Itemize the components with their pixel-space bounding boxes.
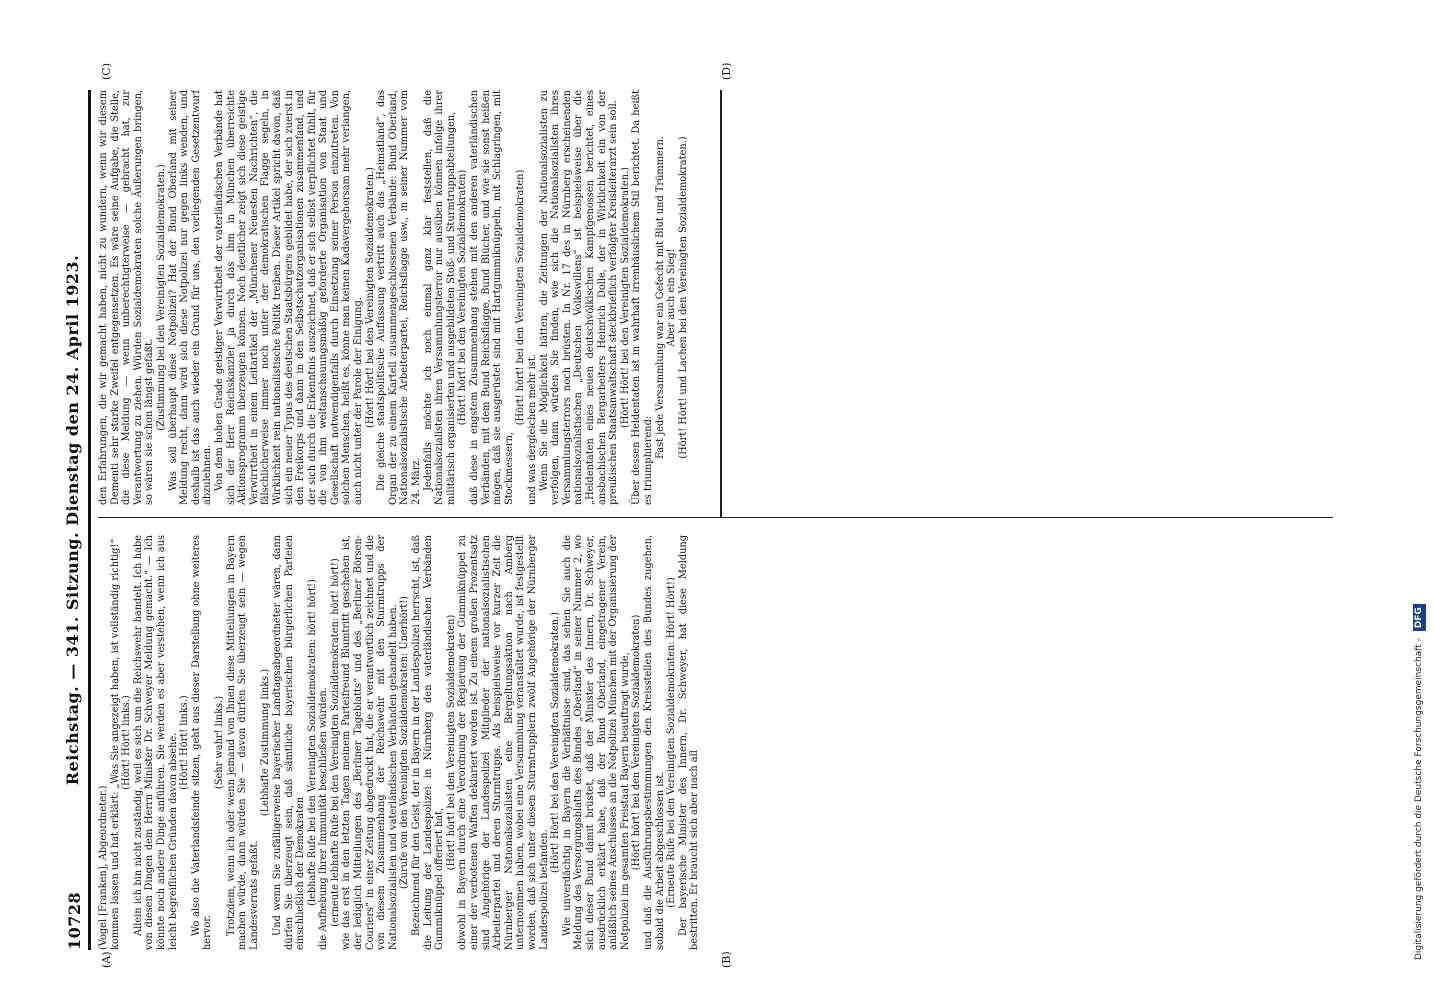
paragraph: Wenn Sie die Möglichkeit hätten, die Zeitungen der Nationalsozialisten zu verfolgen, dann würden Sie finden, wie sich die Nationalsozialisten ihres Versammlungsterrors noch brüsten. In Nr. 17 des in Nürnberg erscheinenden nationalsozialistischen „Deutschen Volkswillens“ ist beispielsweise über die „Heldentaten eines neuen deutschvölkischen Kampfgenossen berichtet, eines ansbachischen Bergarbeiters Heinrich Dolle, der in Wirklichkeit ein von der preußischen Staatsanwaltschaft steckbrieflich verfolgter Kreisleiterarzt sein soll. (538, 90, 620, 505)
paragraph: Jedenfalls möchte ich noch einmal ganz klar feststellen, daß die Nationalsozialisten ihren Versammlungsterror nur ausüben können infolge ihrer militärisch organisierten und ausgebildeten Stoß- und Sturmtruppabteilungen, (422, 90, 457, 505)
left-text-column (98, 535, 1333, 950)
right-text-column (98, 90, 1333, 505)
paragraph: Trotzdem, wenn ich oder wenn jemand von Ihnen diese Mitteilungen in Bayern machen würde, dann würden Sie — davon dürfen Sie überzeugt sein — wegen Landesverrats gefaßt. (225, 535, 260, 950)
margin-marker-d: (D) (720, 62, 733, 80)
page-header (58, 90, 84, 950)
paragraph: Was soll überhaupt diese Notpolizei? Hat der Bund Oberland mit seiner Meldung recht, dann wird sich diese Notpolizei nur gegen links wenden, und deshalb ist das auch wieder ein Grund für uns, den vorliegenden Gesetzentwurf abzulehnen. (167, 90, 214, 505)
interjection: (Zurufe von den Vereinigten Sozialdemokraten: Unerhört!) (399, 596, 411, 889)
paragraph: Der bayerische Minister des Innern, Dr. Schweyer, hat diese Meldung bestritten. Er braucht sich aber nach all (677, 535, 701, 950)
interjection: (erneute lebhafte Rufe bei den Vereinigten Sozialdemokraten: hört! hört!) (329, 558, 341, 927)
interjection: (Hört! Hört! bei den Vereinigten Sozialdemokraten.) (550, 612, 562, 873)
paragraph: kommen lassen und hat erklärt: „Was Sie angezeigt haben, ist vollständig richtig!“ (109, 538, 121, 950)
page-title: Reichstag. — 341. Sitzung. Dienstag den 24. April 1923. (63, 254, 82, 786)
paragraph: Die gleiche staatspolitische Auffassung vertritt auch das „Heimatland“, das Organ der zu einem Kartell zusammengeschlossenen Verbände: Bund Oberland, Nationalsozialistische Arbeiterpartei, Reichsflagge usw., in seiner Nummer vom 24. März. (376, 90, 423, 505)
interjection: (Hört! Hört! und Lachen bei den Vereinigten Sozialdemokraten.) (677, 136, 689, 459)
paragraph: wie das erst in den letzten Tagen meinem Parteifreund Blumtritt geschehen ist, der lediglich Mitteilungen des „Berliner Tageblatts“ und des „Berliner Börsen-Couriers“ in einer Zeitung abgedruckt hat, die er verantwortlich zeichnet und die von diesem Zusammenhang der Reichswehr mit den Sturmtrupps der Nationalsozialisten und vaterländischen Verbänden gehandelt haben. (341, 535, 399, 950)
interjection: (Hört! hört! bei den Vereinigten Sozialdemokraten) (457, 169, 469, 426)
paragraph: den Erfahrungen, die wir gemacht haben, nicht zu wundern, wenn wir diesem Dementi sehr starke Zweifel entgegensetzen. Es wäre seine Aufgabe, die Stelle, die diese Meldung — wenn unberechtigterweise — gebracht hat, zur Verantwortung zu ziehen. Würden Sozialdemokraten solche Äußerungen bringen, so wären sie schon längst gefaßt. (98, 90, 156, 505)
margin-marker-b: (B) (720, 951, 733, 968)
interjection: (Hört! Hört! bei den Vereinigten Sozialdemokraten.) (619, 167, 631, 428)
paragraph: obwohl in Bayern durch eine Verordnung der Regierung der Gummiknüppel zu einer der verbotenen Waffen deklariert worden ist. Zu einem großen Prozentsatz sind Angehörige der Landespolizei Mitglieder der nationalsozialistischen Arbeiterpartei und deren Sturmtrupps. Als beispielsweise vor kurzer Zeit die Nürnberger Nationalsozialisten eine Bergeltungsaktion nach Amberg unternommen haben, wobei eine Versammlung veranstaltet wurde, ist festgestellt worden, daß sich unter diesen Sturmtrupplern zwölf Angehörige der Nürnberger Landespolizei befanden. (457, 535, 550, 950)
margin-marker-c: (C) (100, 63, 113, 80)
margin-marker-a: (A) (100, 951, 113, 968)
paragraph: Und wenn Sie zufälligerweise bayerischer Landtagsabgeordneter wären, dann dürfen Sie überzeugt sein, daß sämtliche bayerischen bürgerlichen Parteien einschließlich der Demokraten (271, 535, 307, 950)
interjection: (lebhafte Rufe bei den Vereinigten Sozialdemokraten: hört! hört!) (306, 579, 318, 906)
credit-text: Digitalisierung gefördert durch die Deutsche Forschungsgemeinschaft - (1414, 638, 1424, 960)
interjection: (Hört! Hört! links.) (179, 695, 191, 790)
interjection: (Erneute Rufe bei den Vereinigten Sozialdemokraten: Hört! Hört!) (666, 577, 678, 908)
paragraph: und daß die Ausführungsbestimmungen den Kreisstellen des Bundes zugehen, sobald die Arbeit abgeschlossen ist. (642, 535, 666, 950)
paragraph: Wie unverdächtig in Bayern die Verhältnisse sind, das sehen Sie auch die Meldung des Versorgungsblatts des Bundes „Oberland“ in seiner Nummer 2, wo sich dieser Bund damit brüstet, daß der Minister des Innern, Dr. Schweyer, ausdrücklich erklärt habe, daß der Bund Oberland, eingetragener Verein, anläßlich seines Anschlusses an die Notpolizei München mit der Organisierung der Notpolizei im gesamten Freistaat Bayern beauftragt wurde, (561, 535, 631, 950)
header-rule (88, 90, 91, 950)
quotation: Aber auch ein Sieg! (666, 248, 678, 347)
paragraph: Von dem hohen Grade geistiger Verwirrtheit der vaterländischen Verbände hat sich der Herr Reichskanzler ja durch das ihm in München überreichte Aktionsprogramm überzeugen können. Noch deutlicher zeigt sich diese geistige Verwirrtheit in einem Leitartikel der „Münchener Neuesten Nachrichten“, die fälschlicherweise immer noch unter der demokratischen Flagge segeln, in Wirklichkeit rein nationalistische Politik treiben. Dieser Artikel spricht davon, daß sich ein neuer Typus des deutschen Staatsbürgers gebildet habe, der sich zuerst in den Freikorps und dann in den Selbstschutzorganisationen zusammenfand, und der sich durch die Erkenntnis auszeichnet, daß er sich selbst verpflichtet fühlt, für die von ihm weltanschauungsmäßig geforderte Organisation von Staat und Gesellschaft notwendigenfalls durch Einsetzung seiner Person einzutreten. Von solchen Menschen, heißt es, könne man keinen Kadavergehorsam mehr verlangen, auch nicht unter der Parole der Einigung. (213, 90, 365, 505)
paragraph: Über dessen Heldentaten ist in wahrhaft irrenhäuslichem Stil berichtet. Da heißt es triumphierend: (631, 90, 654, 505)
dfg-logo: DFG (1413, 604, 1426, 631)
paragraph: Wo also die Vaterlandsfeinde sitzen, geht aus dieser Darstellung ohne weiteres hervor. (190, 535, 214, 950)
interjection: (Hört! hört! bei den Vereinigten Sozialdemokraten) (631, 614, 643, 871)
paragraph: daß diese in engstem Zusammenhang stehen mit den anderen vaterländischen Verbänden, mit dem Bund Reichsflagge, Bund Blücher, und wie sie sonst heißen mögen, daß sie ausgerüstet sind mit Hartgummiknüppeln, mit Schlagringen, mit Stockmessern, (469, 90, 515, 505)
interjection: (Hört! hört! bei den Vereinigten Sozialdemokraten) (445, 614, 457, 871)
interjection: (Zustimmung bei den Vereinigten Sozialdemokraten.) (155, 164, 167, 431)
interjection: (Hört! Hört! links.) (121, 695, 133, 790)
paragraph: und was dergleichen mehr ist. (526, 354, 538, 505)
paragraph: Allein ich bin nicht zuständig, weil es sich um die Reichswehr handelt. Ich habe von diesen Dingen dem Herrn Minister Dr. Schweyer Meldung gemacht.“ — Ich könnte noch andere Dinge anführen. Sie werden es aber verstehen, wenn ich aus leicht begreiflichen Gründen davon absehe. (132, 535, 179, 950)
paragraph: Bezeichnend für den Geist, der in Bayern in der Landespolizei herrscht, ist, daß die Leitung der Landespolizei in Nürnberg den vaterländischen Verbänden Gummiknüppel offeriert hat, (411, 535, 446, 950)
paragraph: die Aufhebung Ihrer Immunität beschließen würden. (318, 687, 330, 950)
page-number: 10728 (65, 891, 84, 950)
interjection: (Hört! Hört! bei den Vereinigten Sozialdemokraten.) (364, 167, 376, 428)
quotation: Fast jede Versammlung war ein Gefecht mit Blut und Trümmern. (654, 136, 666, 459)
interjection: (Lebhafte Zustimmung links.) (260, 668, 272, 817)
column-divider (98, 517, 1333, 518)
paragraph: (Vogel [Franken], Abgeordneter.) (98, 785, 109, 950)
digitization-credit (1408, 40, 1430, 960)
interjection: (Hört! hört! bei den Vereinigten Sozialdemokraten) (515, 169, 527, 426)
interjection: (Sehr wahr! links.) (213, 695, 225, 790)
